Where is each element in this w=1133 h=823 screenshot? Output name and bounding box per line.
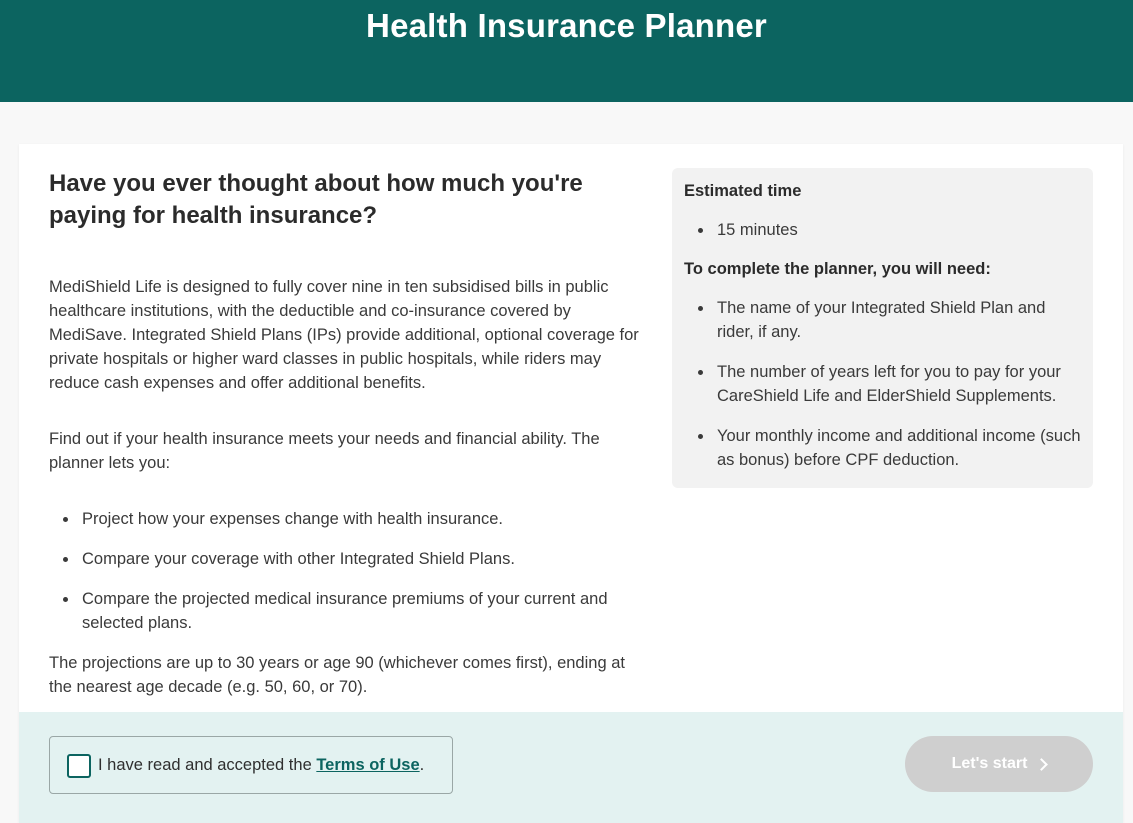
estimated-time-heading: Estimated time: [684, 182, 802, 200]
estimated-time-list: [684, 218, 1081, 242]
requirement-item: The number of years left for you to pay for your CareShield Life and ElderShield Supplements.: [684, 360, 1081, 408]
intro-section: [49, 168, 647, 696]
terms-of-use-link[interactable]: Terms of Use: [316, 756, 420, 774]
lets-start-button[interactable]: [905, 736, 1093, 792]
requirement-item: Your monthly income and additional income (such as bonus) before CPF deduction.: [684, 424, 1081, 472]
requirements-panel: [672, 168, 1093, 488]
terms-checkbox[interactable]: [67, 754, 91, 778]
planner-intro-card: [19, 144, 1123, 823]
lets-start-label: Let's start: [951, 755, 1028, 772]
action-footer: [19, 712, 1123, 823]
feature-list: [49, 507, 647, 635]
feature-item: Compare your coverage with other Integrated Shield Plans.: [49, 547, 647, 571]
terms-suffix: .: [419, 756, 425, 774]
chevron-right-icon: [1036, 758, 1049, 771]
feature-item: Compare the projected medical insurance premiums of your current and selected plans.: [49, 587, 647, 635]
intro-paragraph-medishield: MediShield Life is designed to fully cover nine in ten subsidised bills in public healthcare institutions, with the deductible and co-insurance covered by MediSave. Integrated Shield Plans (IPs) provide additional, optional coverage for private hospitals or higher ward classes in public hospitals, while riders may reduce cash expenses and offer additional benefits.: [49, 278, 639, 392]
estimated-time-item: 15 minutes: [684, 218, 1081, 242]
requirement-item: The name of your Integrated Shield Plan and rider, if any.: [684, 296, 1081, 344]
intro-paragraph-planner: Find out if your health insurance meets your needs and financial ability. The planner lets you:: [49, 430, 600, 472]
feature-item: Project how your expenses change with health insurance.: [49, 507, 647, 531]
terms-label: [98, 753, 424, 777]
terms-acceptance: [49, 736, 453, 794]
requirements-list: [684, 296, 1081, 472]
header-banner: [0, 0, 1133, 102]
intro-heading: Have you ever thought about how much you're paying for health insurance?: [49, 170, 583, 229]
page-title: Health Insurance Planner: [366, 7, 767, 44]
terms-prefix: I have read and accepted the: [98, 756, 317, 774]
intro-paragraph-projections: The projections are up to 30 years or age 90 (whichever comes first), ending at the nearest age decade (e.g. 50, 60, or 70).: [49, 654, 625, 696]
requirements-heading: To complete the planner, you will need:: [684, 260, 991, 278]
